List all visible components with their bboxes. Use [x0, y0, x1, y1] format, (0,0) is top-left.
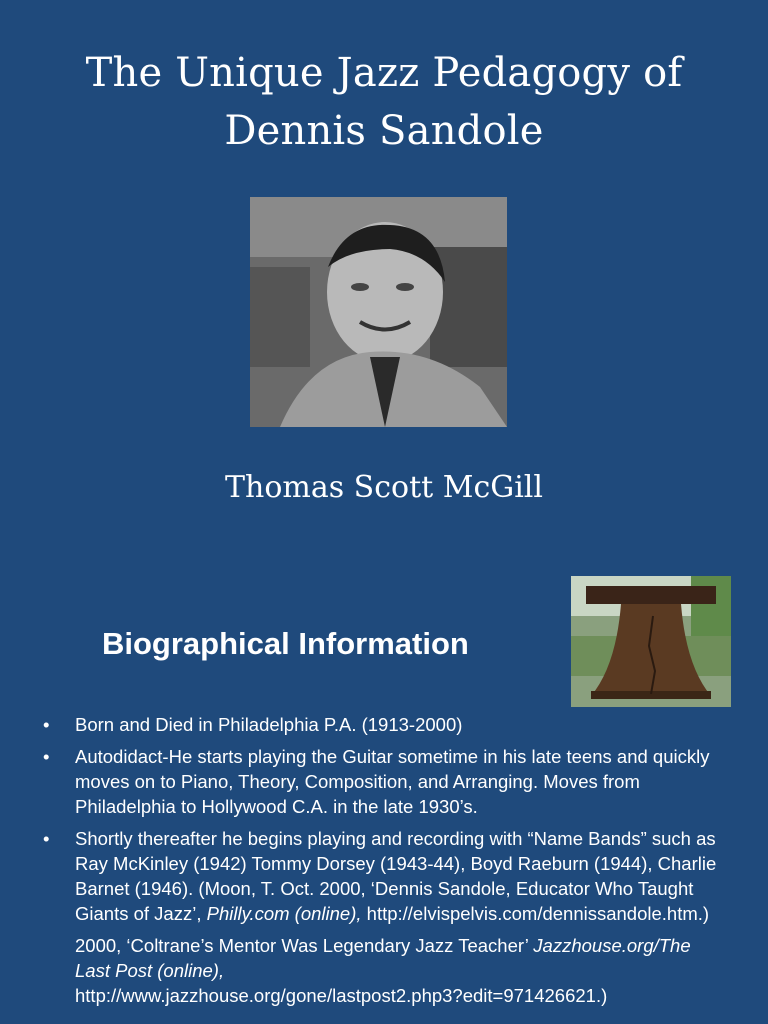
source-url: http://elvispelvis.com/dennissandole.htm.) — [361, 903, 710, 924]
liberty-bell-photo — [571, 576, 731, 707]
bullet-text: Born and Died in Philadelphia P.A. (1913-2000) — [75, 714, 463, 735]
bullet-dot: • — [43, 714, 50, 735]
bullet-dot: • — [43, 828, 50, 849]
citation-text: 2000, ‘Coltrane’s Mentor Was Legendary Jazz Teacher’ — [75, 935, 534, 956]
author-name: Thomas Scott McGill — [225, 470, 543, 505]
bullet-list — [40, 712, 730, 1008]
portrait-photo — [250, 197, 507, 427]
section-heading: Biographical Information — [102, 626, 469, 661]
source-title: Jazzhouse.org/The Last Post (online), — [75, 935, 691, 981]
title-line-1: The Unique Jazz Pedagogy of — [85, 50, 683, 96]
list-item — [40, 826, 730, 926]
source-title: Philly.com (online), — [206, 903, 362, 924]
source-url: http://www.jazzhouse.org/gone/lastpost2.php3?edit=971426621.) — [75, 985, 608, 1006]
slide-title — [0, 44, 768, 160]
list-item — [40, 712, 730, 737]
list-item — [40, 744, 730, 819]
bullet-dot: • — [43, 746, 50, 767]
bullet-text: Autodidact-He starts playing the Guitar sometime in his late teens and quickly moves on to Piano, Theory, Composition, and Arranging. Moves from Philadelphia to Hollywood C.A. in the late 1930’s. — [75, 746, 710, 817]
title-line-2: Dennis Sandole — [224, 108, 544, 154]
continuation-text — [40, 933, 730, 1008]
bullet-text: Shortly thereafter he begins playing and recording with “Name Bands” such as Ray McKinley (1942) Tommy Dorsey (1943-44), Boyd Raeburn (1944), Charlie Barnet (1946). (Moon, T. Oct. 2000, ‘Dennis Sandole, Educator Who Taught Giants of Jazz’, — [75, 828, 717, 924]
